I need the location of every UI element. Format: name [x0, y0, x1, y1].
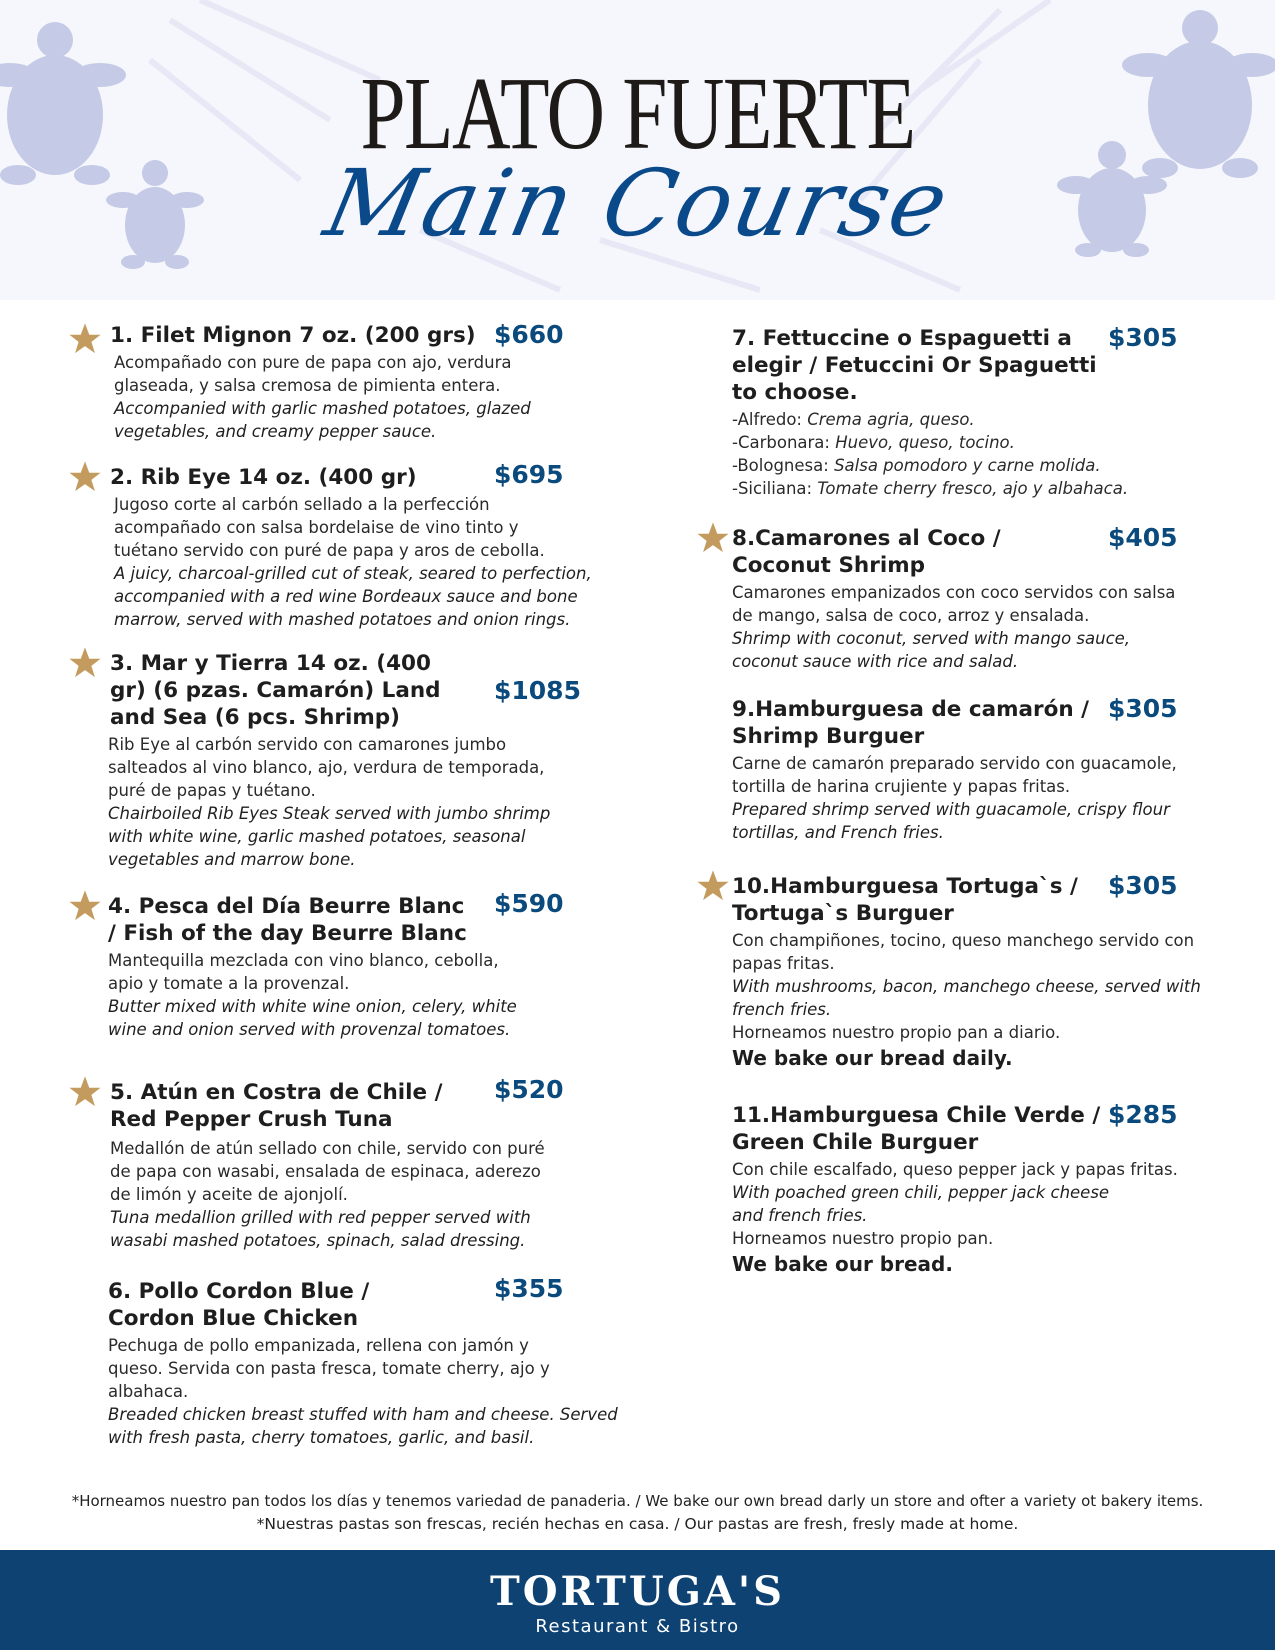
menu-item-name: 10.Hamburguesa Tortuga`s / Tortuga`s Burguer — [732, 874, 1078, 926]
footnote-bread: *Horneamos nuestro pan todos los días y tenemos variedad de panaderia. / We bake our own bread darly un store and ofter a variety ot bakery items. — [71, 1492, 1204, 1510]
menu-item-price: $590 — [494, 889, 564, 918]
menu-item — [732, 696, 1232, 844]
menu-item-description-es: Carne de camarón preparado servido con guacamole, tortilla de harina crujiente y papas fritas. — [732, 754, 1177, 796]
menu-item-price: $1085 — [494, 676, 581, 705]
menu-item — [68, 1274, 648, 1449]
menu-item-name: 5. Atún en Costra de Chile / Red Pepper Crush Tuna — [110, 1080, 443, 1132]
menu-item-name: 11.Hamburguesa Chile Verde / Green Chile Burguer — [732, 1103, 1101, 1155]
menu-item-name: 1. Filet Mignon 7 oz. (200 grs) — [110, 323, 476, 348]
menu-item-price: $695 — [494, 460, 564, 489]
menu-item-name: 3. Mar y Tierra 14 oz. (400 gr) (6 pzas. Camarón) Land and Sea (6 pcs. Shrimp) — [110, 651, 441, 730]
menu-item-name: 2. Rib Eye 14 oz. (400 gr) — [110, 465, 417, 490]
menu-item-note-es: Horneamos nuestro propio pan a diario. — [732, 1023, 1061, 1042]
menu-item-description-es: Pechuga de pollo empanizada, rellena con jamón y queso. Servida con pasta fresca, tomate cherry, ajo y albahaca. — [108, 1336, 550, 1401]
menu-item — [68, 889, 648, 1041]
menu-item — [696, 873, 1236, 1072]
pasta-option: -Carbonara: Huevo, queso, tocino. — [732, 433, 1015, 452]
page-title: PLATO FUERTE — [360, 56, 915, 171]
menu-item-description-en: Tuna medallion grilled with red pepper served with wasabi mashed potatoes, spinach, salad dressing. — [110, 1208, 531, 1250]
star-icon — [696, 869, 730, 903]
page-subtitle-script: Main Course — [316, 150, 959, 257]
restaurant-subtitle: Restaurant & Bistro — [535, 1616, 740, 1637]
star-icon — [68, 322, 102, 356]
menu-item-description-es: Con champiñones, tocino, queso manchego servido con papas fritas. — [732, 931, 1195, 973]
star-icon — [68, 646, 102, 680]
menu-item-price: $355 — [494, 1274, 564, 1303]
star-icon — [696, 521, 730, 555]
menu-item — [68, 1075, 648, 1252]
menu-item-description-es: Mantequilla mezclada con vino blanco, cebolla, apio y tomate a la provenzal. — [108, 951, 499, 993]
menu-item — [732, 1102, 1232, 1278]
pasta-option: -Bolognesa: Salsa pomodoro y carne molida. — [732, 456, 1101, 475]
menu-item-price: $405 — [1108, 523, 1178, 552]
menu-item-name: 8.Camarones al Coco / Coconut Shrimp — [732, 526, 1001, 578]
menu-item-price: $285 — [1108, 1100, 1178, 1129]
menu-item-description-en: Breaded chicken breast stuffed with ham and cheese. Served with fresh pasta, cherry tomatoes, garlic, and basil. — [108, 1405, 618, 1447]
menu-item — [68, 650, 648, 871]
menu-item-note-en: We bake our bread. — [732, 1252, 953, 1276]
menu-item-description-en: With mushrooms, bacon, manchego cheese, served with french fries. — [732, 977, 1201, 1019]
menu-item-description-es: Con chile escalfado, queso pepper jack y papas fritas. — [732, 1160, 1178, 1179]
menu-item-description-en: Prepared shrimp served with guacamole, crispy flour tortillas, and French fries. — [732, 800, 1170, 842]
menu-item-note-en: We bake our bread daily. — [732, 1046, 1013, 1070]
menu-item-description-es: Camarones empanizados con coco servidos con salsa de mango, salsa de coco, arroz y ensalada. — [732, 583, 1176, 625]
menu-item-price: $305 — [1108, 323, 1178, 352]
menu-item-price: $520 — [494, 1075, 564, 1104]
menu-item-description-en: A juicy, charcoal-grilled cut of steak, seared to perfection, accompanied with a red wine Bordeaux sauce and bone marrow, served with mashed potatoes and onion rings. — [114, 564, 592, 629]
menu-item-description-es: Medallón de atún sellado con chile, servido con puré de papa con wasabi, ensalada de espinaca, aderezo de limón y aceite de ajonjolí. — [110, 1139, 545, 1204]
menu-item-name: 7. Fettuccine o Espaguetti a elegir / Fetuccini Or Spaguetti to choose. — [732, 326, 1097, 405]
pasta-option: -Siciliana: Tomate cherry fresco, ajo y albahaca. — [732, 479, 1129, 498]
menu-item-price: $305 — [1108, 871, 1178, 900]
menu-item-description-en: Shrimp with coconut, served with mango sauce, coconut sauce with rice and salad. — [732, 629, 1131, 671]
turtle-icon — [1122, 10, 1275, 178]
star-icon — [68, 460, 102, 494]
footer-banner — [0, 1550, 1275, 1650]
menu-item-description-es: Rib Eye al carbón servido con camarones jumbo salteados al vino blanco, ajo, verdura de temporada, puré de papas y tuétano. — [108, 735, 545, 800]
menu-item-price: $305 — [1108, 694, 1178, 723]
menu-item-description-es: Acompañado con pure de papa con ajo, verdura glaseada, y salsa cremosa de pimienta entera. — [114, 353, 512, 395]
menu-item-description-en: With poached green chili, pepper jack cheese and french fries. — [732, 1183, 1110, 1225]
menu-item-name: 4. Pesca del Día Beurre Blanc / Fish of the day Beurre Blanc — [108, 894, 467, 946]
star-icon — [68, 1075, 102, 1109]
menu-item — [68, 322, 648, 443]
menu-item-description-en: Butter mixed with white wine onion, celery, white wine and onion served with provenzal tomatoes. — [108, 997, 517, 1039]
menu-item-name: 9.Hamburguesa de camarón / Shrimp Burguer — [732, 697, 1090, 749]
menu-item-description-en: Accompanied with garlic mashed potatoes, glazed vegetables, and creamy pepper sauce. — [114, 399, 531, 441]
pasta-option: -Alfredo: Crema agria, queso. — [732, 410, 975, 429]
menu-item — [696, 525, 1236, 673]
menu-item — [68, 460, 648, 631]
menu-item-description-en: Chairboiled Rib Eyes Steak served with jumbo shrimp with white wine, garlic mashed potatoes, seasonal vegetables and marrow bone. — [108, 804, 551, 869]
menu-item-name: 6. Pollo Cordon Blue / Cordon Blue Chicken — [108, 1279, 370, 1331]
menu-item-description-es: Jugoso corte al carbón sellado a la perfección acompañado con salsa bordelaise de vino tinto y tuétano servido con puré de papa y aros de cebolla. — [114, 495, 545, 560]
menu-item-price: $660 — [494, 320, 564, 349]
menu-item-note-es: Horneamos nuestro propio pan. — [732, 1229, 994, 1248]
restaurant-logo: TORTUGA'S — [489, 1568, 786, 1615]
menu-item — [732, 325, 1232, 500]
star-icon — [68, 889, 102, 923]
menu-header — [0, 0, 1275, 300]
footnotes — [0, 1490, 1275, 1536]
footnote-pasta: *Nuestras pastas son frescas, recién hechas en casa. / Our pastas are fresh, fresly made at home. — [256, 1515, 1019, 1533]
